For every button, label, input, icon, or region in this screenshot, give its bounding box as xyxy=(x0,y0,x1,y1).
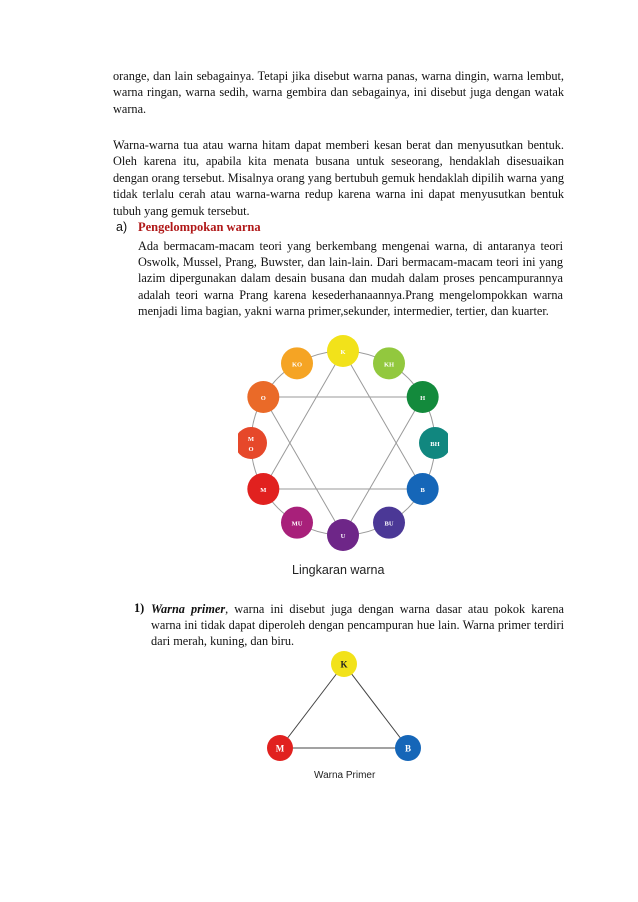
list-item-text xyxy=(151,601,564,650)
wheel-node-label: M xyxy=(247,436,255,443)
primary-triangle-caption: Warna Primer xyxy=(314,770,376,781)
triangle-node-label: B xyxy=(404,743,412,754)
wheel-node-label: O xyxy=(260,395,266,402)
section-heading: Pengelompokan warna xyxy=(138,220,261,234)
wheel-node xyxy=(407,381,439,413)
color-wheel-figure xyxy=(238,334,448,552)
wheel-node xyxy=(327,519,359,551)
section-body: Ada bermacam-macam teori yang berkembang mengenai warna, di antaranya teori Oswolk, Mussel, Prang, Buwster, dan lain-lain. Dari bermacam-macam teori ini yang lazim dipergunakan dalam desain busana dan mudah dalam proses pencampurannya adalah teori warna Prang karena kesederhanaannya.Prang mengelompokkan warna menjadi lima bagian, yakni warna primer,sekunder, intermedier, tertier, dan kuarter. xyxy=(138,239,563,318)
section-marker: a) xyxy=(116,220,128,234)
wheel-node xyxy=(247,473,279,505)
wheel-node-label: BH xyxy=(430,441,440,448)
wheel-node xyxy=(238,427,267,459)
wheel-node xyxy=(281,507,313,539)
wheel-node xyxy=(419,427,448,459)
wheel-node-label: B xyxy=(420,487,425,494)
wheel-node-label: BU xyxy=(384,520,394,528)
wheel-ring xyxy=(251,351,435,535)
primary-color-triangle xyxy=(256,648,426,768)
triangle-node xyxy=(331,651,357,677)
paragraph-watak-warna: orange, dan lain sebagainya. Tetapi jika disebut warna panas, warna dingin, warna lembut, warna ringan, warna sedih, warna gembira dan sebagainya, ini disebut juga dengan watak warna. xyxy=(113,69,564,116)
term-warna-primer: Warna primer xyxy=(151,602,226,616)
paragraph-warna-tua: Warna-warna tua atau warna hitam dapat memberi kesan berat dan menyusutkan bentuk. Oleh karena itu, apabila kita menata busana untuk seseorang, hendaklah disesuaikan dengan orang tersebut. Misalnya orang yang bertubuh gemuk hendaklah dipilih warna yang tidak terlalu cerah atau warna-warna redup karena warna ini dapat menyusutkan bentuk tubuh yang gemuk tersebut. xyxy=(113,138,564,218)
triangle-node xyxy=(267,735,293,761)
wheel-node xyxy=(407,473,439,505)
wheel-node-label: M xyxy=(260,487,267,494)
wheel-node xyxy=(327,335,359,367)
wheel-node xyxy=(281,347,313,379)
color-wheel-caption: Lingkaran warna xyxy=(292,563,385,577)
wheel-node xyxy=(247,381,279,413)
triangle-node xyxy=(395,735,421,761)
wheel-node-label: KH xyxy=(383,361,395,369)
wheel-node xyxy=(373,507,405,539)
wheel-node xyxy=(373,347,405,379)
list-number: 1) xyxy=(134,601,145,615)
wheel-node-label: KO xyxy=(291,361,303,369)
triangle-node-label: M xyxy=(275,743,285,754)
wheel-node-label: H xyxy=(420,395,426,402)
wheel-node-label: K xyxy=(340,349,346,356)
wheel-node-label: MU xyxy=(291,520,303,528)
wheel-node-label: U xyxy=(340,533,346,540)
term-description: , warna ini disebut juga dengan warna dasar atau pokok karena warna ini tidak dapat diperoleh dengan pencampuran hue lain. Warna primer terdiri dari merah, kuning, dan biru. xyxy=(151,602,565,649)
triangle-node-label: K xyxy=(340,659,348,670)
wheel-node-label: O xyxy=(248,446,254,453)
